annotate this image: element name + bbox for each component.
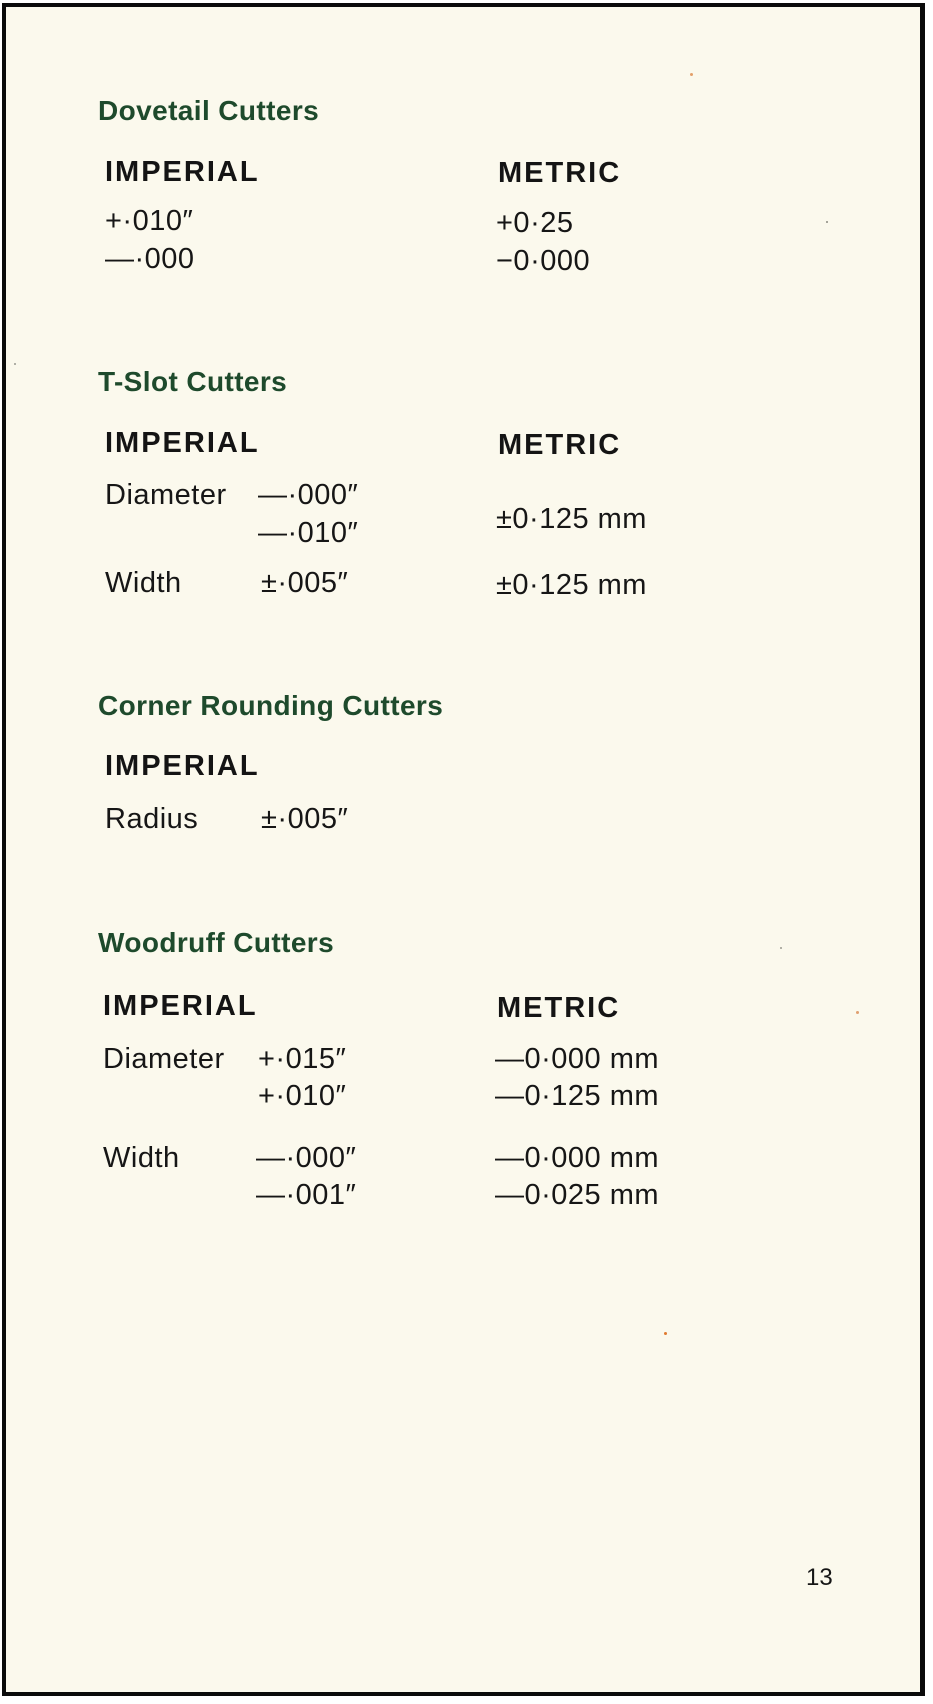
page-number: 13 [806,1564,833,1591]
section-title-dovetail: Dovetail Cutters [98,95,320,126]
section-title-corner-rounding: Corner Rounding Cutters [98,690,444,721]
imperial-heading: IMPERIAL [105,156,260,188]
tslot-diameter-label: Diameter [105,479,227,511]
tslot-width-label: Width [105,567,182,599]
woodruff-width-metric-lower: —0·025 mm [495,1179,660,1211]
woodruff-width-label: Width [103,1142,180,1174]
dovetail-metric-plus: +0·25 [496,207,574,239]
woodruff-width-metric-upper: —0·000 mm [495,1142,660,1174]
imperial-heading: IMPERIAL [105,750,260,782]
tslot-diameter-imperial-lower: —·010″ [258,517,359,549]
imperial-heading: IMPERIAL [103,990,258,1022]
paper-speck [856,1011,859,1014]
corner-radius-label: Radius [105,803,199,835]
woodruff-diameter-metric-lower: —0·125 mm [495,1080,660,1112]
section-title-tslot: T-Slot Cutters [98,366,288,397]
metric-heading: METRIC [498,429,622,461]
paper-speck [664,1332,667,1335]
paper-speck [690,73,693,76]
tslot-width-metric: ±0·125 mm [496,569,647,601]
section-title-woodruff: Woodruff Cutters [98,927,335,958]
metric-heading: METRIC [497,992,621,1024]
woodruff-width-imperial-upper: —·000″ [256,1142,357,1174]
imperial-heading: IMPERIAL [105,427,260,459]
woodruff-width-imperial-lower: —·001″ [256,1179,357,1211]
tslot-diameter-metric: ±0·125 mm [496,503,647,535]
dovetail-imperial-minus: —·000 [105,243,195,275]
woodruff-diameter-label: Diameter [103,1043,225,1075]
paper-speck [826,221,828,223]
paper-speck [780,947,782,949]
tslot-diameter-imperial-upper: —·000″ [258,479,359,511]
woodruff-diameter-imperial-lower: +·010″ [258,1080,347,1112]
paper-speck [14,363,16,365]
woodruff-diameter-imperial-upper: +·015″ [258,1043,347,1075]
metric-heading: METRIC [498,157,622,189]
dovetail-imperial-plus: +·010″ [105,205,194,237]
woodruff-diameter-metric-upper: —0·000 mm [495,1043,660,1075]
document-page [2,3,925,1696]
tslot-width-imperial: ±·005″ [261,567,349,599]
dovetail-metric-minus: −0·000 [496,245,591,277]
corner-radius-imperial: ±·005″ [261,803,349,835]
